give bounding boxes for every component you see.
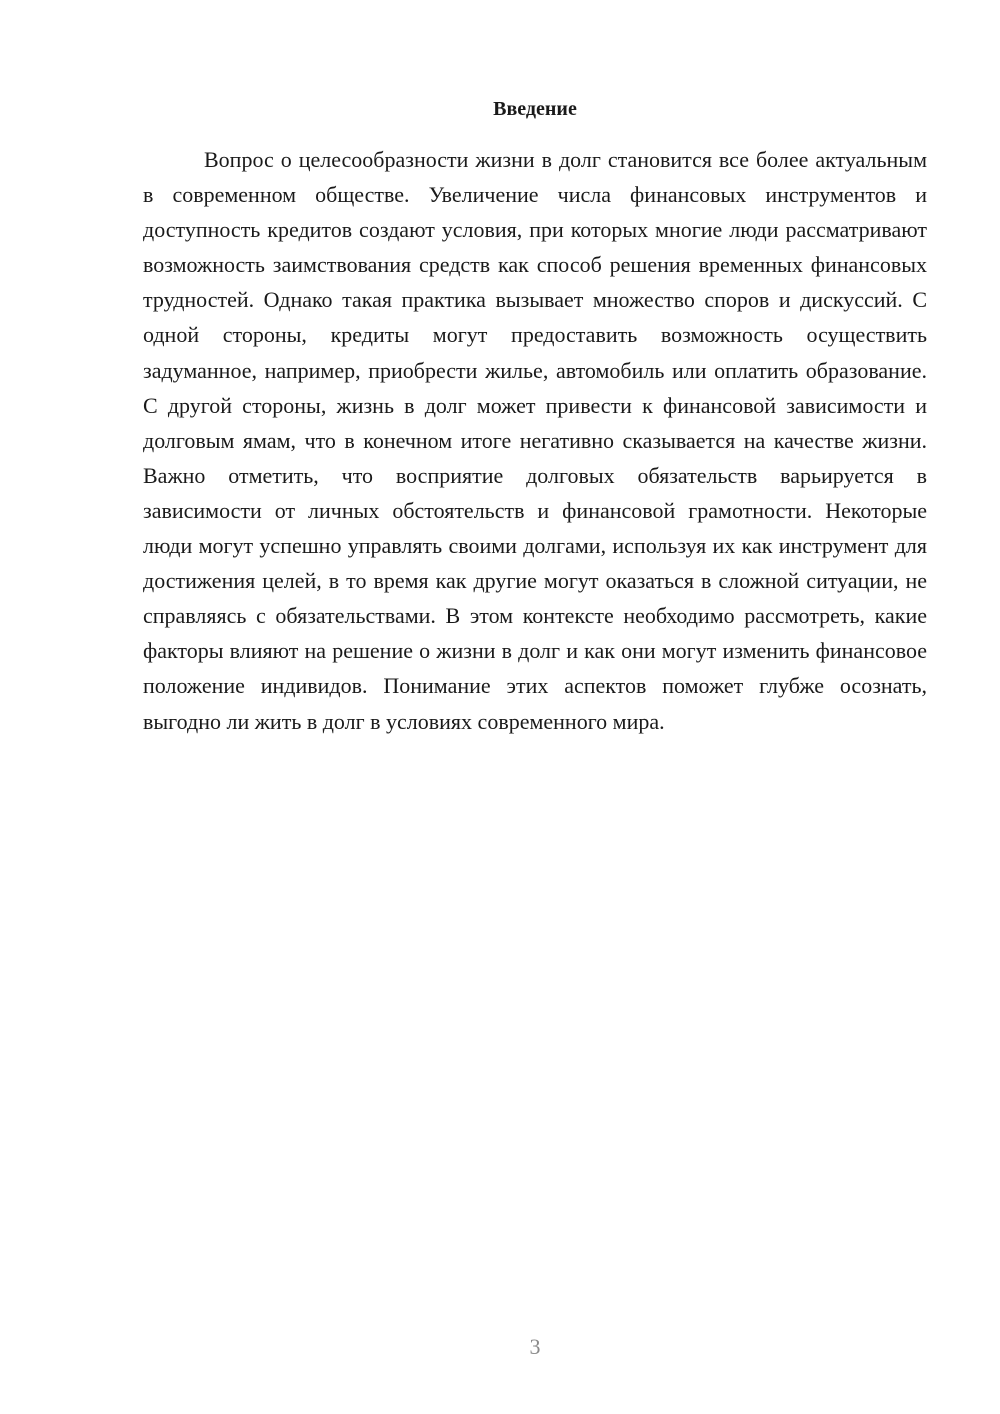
- intro-paragraph: Вопрос о целесообразности жизни в долг становится все более актуальным в современном обществе. Увеличение числа финансовых инструментов и доступность кредитов создают условия, при которых многие люди рассматривают возможность заимствования средств как способ решения временных финансовых трудностей. Однако такая практика вызывает множество споров и дискуссий. С одной стороны, кредиты могут предоставить возможность осуществить задуманное, например, приобрести жилье, автомобиль или оплатить образование. С другой стороны, жизнь в долг может привести к финансовой зависимости и долговым ямам, что в конечном итоге негативно сказывается на качестве жизни. Важно отметить, что восприятие долговых обязательств варьируется в зависимости от личных обстоятельств и финансовой грамотности. Некоторые люди могут успешно управлять своими долгами, используя их как инструмент для достижения целей, в то время как другие могут оказаться в сложной ситуации, не справляясь с обязательствами. В этом контексте необходимо рассмотреть, какие факторы влияют на решение о жизни в долг и как они могут изменить финансовое положение индивидов. Понимание этих аспектов поможет глубже осознать, выгодно ли жить в долг в условиях современного мира.: [143, 147, 927, 734]
- page-number: 3: [529, 1334, 541, 1359]
- section-heading: Введение: [493, 98, 577, 120]
